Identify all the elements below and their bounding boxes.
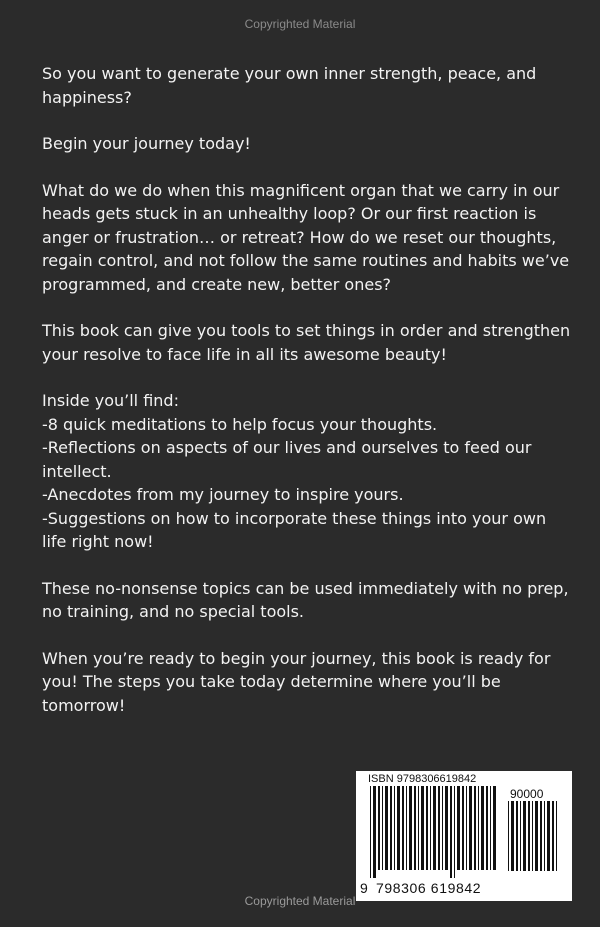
barcode-bar (385, 786, 388, 870)
barcode-bar (486, 786, 488, 870)
barcode-bar (532, 801, 533, 871)
ean-barcode-bars (370, 786, 498, 878)
barcode-bar (520, 801, 521, 871)
barcode-bar (528, 801, 530, 871)
barcode-bar (466, 786, 467, 870)
blurb-paragraph-3: What do we do when this magnificent organ that we carry in our heads gets stuck in an unhealthy loop? Or our first reaction is anger or frustration… or retreat? How do we reset our thoughts, regain control, and not follow the same routines and habits we’ve programmed, and create new, better ones? (42, 180, 570, 294)
blurb-paragraph-5: These no-nonsense topics can be used immediately with no prep, no training, and no special tools. (42, 578, 569, 621)
barcode-bar (406, 786, 407, 870)
barcode-bar (544, 801, 545, 871)
barcode-bar (481, 786, 484, 870)
list-item: -8 quick meditations to help focus your thoughts. (42, 414, 438, 434)
barcode-bar (426, 786, 428, 870)
blurb-paragraph-2: Begin your journey today! (42, 134, 251, 153)
barcode-bar (474, 786, 476, 870)
barcode-bar (469, 786, 472, 870)
blurb-paragraph-1: So you want to generate your own inner strength, peace, and happiness? (42, 64, 537, 107)
price-code-label: 90000 (510, 787, 544, 801)
isbn-barcode (356, 771, 572, 901)
barcode-bar (516, 801, 518, 871)
barcode-bar (397, 786, 400, 870)
barcode-bar (547, 801, 550, 871)
barcode-bar (478, 786, 479, 870)
blurb-paragraph-6: When you’re ready to begin your journey, this book is ready for you! The steps you take today determine where you’ll be tomorrow! (42, 648, 551, 715)
barcode-bar (511, 801, 514, 871)
barcode-bar (373, 786, 376, 878)
barcode-bar (402, 786, 404, 870)
blurb-paragraph-4: This book can give you tools to set things in order and strengthen your resolve to face life in all its awesome beauty! (42, 321, 571, 364)
barcode-bar (430, 786, 431, 870)
barcode-bar (556, 801, 557, 871)
barcode-bar (421, 786, 424, 870)
isbn-label: ISBN 9798306619842 (368, 773, 477, 785)
barcode-bar (370, 786, 371, 878)
barcode-bar (508, 801, 509, 871)
barcode-bar (378, 786, 380, 870)
barcode-bar (493, 786, 496, 870)
barcode-bar (445, 786, 448, 870)
barcode-bar (540, 801, 542, 871)
back-cover-blurb (42, 62, 572, 740)
barcode-bar (490, 786, 491, 870)
barcode-bar (442, 786, 443, 870)
barcode-lead-digit: 9 (360, 880, 368, 896)
barcode-bar (552, 801, 554, 871)
list-item: -Suggestions on how to incorporate these things into your own life right now! (42, 508, 547, 551)
copyright-watermark-bottom: Copyrighted Material (244, 894, 356, 908)
barcode-bar (418, 786, 419, 870)
barcode-digits: 798306 619842 (376, 880, 482, 896)
barcode-bar (535, 801, 538, 871)
barcode-bar (382, 786, 383, 870)
list-intro: Inside you’ll find: (42, 391, 179, 410)
barcode-bar (457, 786, 460, 870)
contents-list (42, 389, 572, 554)
copyright-watermark-top: Copyrighted Material (244, 17, 356, 31)
barcode-bar (462, 786, 464, 870)
barcode-bar (438, 786, 440, 870)
list-item: -Anecdotes from my journey to inspire yours. (42, 485, 404, 504)
barcode-bar (409, 786, 412, 870)
barcode-bar (433, 786, 436, 870)
barcode-bar (414, 786, 416, 870)
barcode-bar (454, 786, 455, 878)
barcode-bar (523, 801, 526, 871)
list-item: -Reflections on aspects of our lives and ourselves to feed our intellect. (42, 438, 532, 481)
barcode-bar (390, 786, 392, 870)
barcode-bar (394, 786, 395, 870)
barcode-bar (450, 786, 452, 878)
addon-barcode-bars (508, 801, 560, 879)
